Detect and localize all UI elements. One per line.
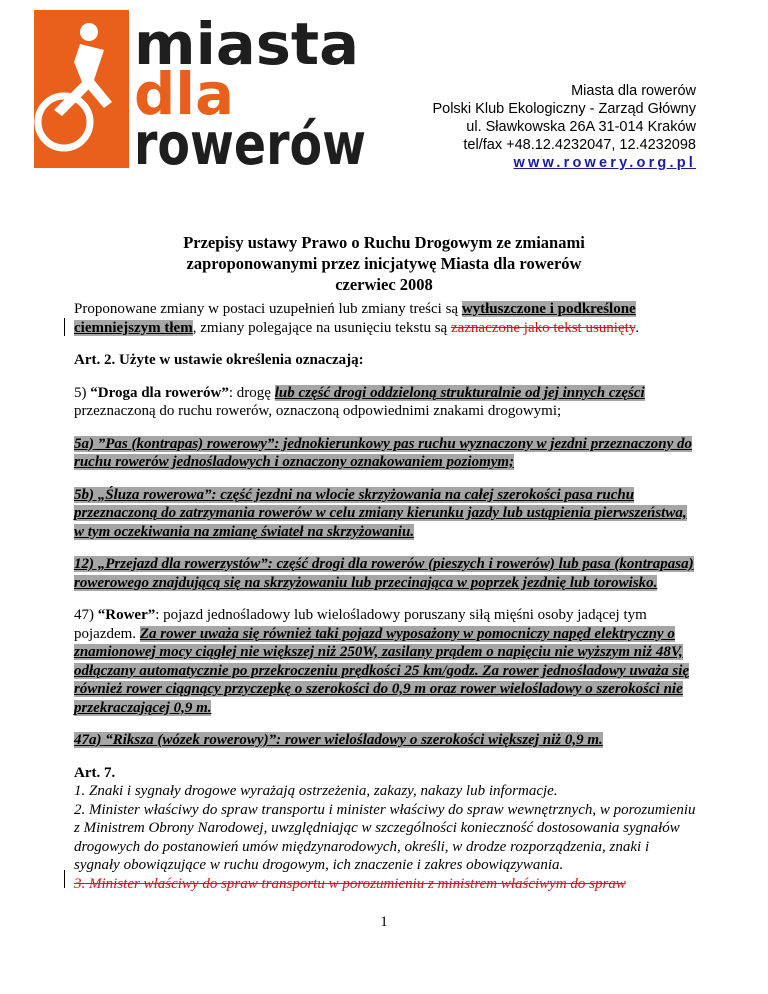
logo-line-3: rowerów <box>134 110 366 178</box>
art2-p47: 47) “Rower”: pojazd jednośladowy lub wielośladowy poruszany siłą mięśni osoby jadącej tym pojazdem. Za rower uważa się również taki pojazd wyposażony w pomocniczy napęd elektryczny o znamionowej mocy ciągłej nie większej niż 250W, zasilany prądem o napięciu nie wyższym niż 48V, odłączany automatycznie po przekroczeniu prędkości 25 km/godz. Za rower jednośladowy uważa się również rower ciągnący przyczepkę o szerokości do 0,9 m oraz rower wielośladowy o szerokości nie przekraczającej 0,9 m. <box>74 607 690 716</box>
miasta-dla-rowerow-logo <box>34 10 374 178</box>
title-date: czerwiec 2008 <box>335 275 433 294</box>
contact-club: Polski Klub Ekologiczny - Zarząd Główny <box>432 101 696 117</box>
art7-item-2: 2. Minister właściwy do spraw transportu i minister właściwy do spraw wewnętrznych, w porozumieniu z Ministrem Obrony Narodowej, uwzględniając w szczególności konieczność dostosowania sygnałów drogowych do postanowień umów międzynarodowych, określi, w drodze rozporządzenia, znaki i sygnały obowiązujące w ruchu drogowym, ich znaczenie i zakres obowiązywania. <box>74 801 696 873</box>
art2-p5a: 5a) ”Pas (kontrapas) rowerowy”: jednokierunkowy pas ruchu wyznaczony w jezdni przeznaczony do ruchu rowerów jednośladowych i oznaczony oznakowaniem poziomym; <box>74 435 692 470</box>
contact-org: Miasta dla rowerów <box>571 83 696 99</box>
change-bar <box>64 318 65 336</box>
logo-line-1: miasta <box>134 10 359 78</box>
art2-heading: Art. 2. Użyte w ustawie określenia oznaczają: <box>74 352 364 368</box>
page-number: 1 <box>380 914 388 930</box>
contact-address: ul. Sławkowska 26A 31-014 Kraków <box>466 119 696 135</box>
art7-item-1: 1. Znaki i sygnały drogowe wyrażają ostrzeżenia, zakazy, nakazy lub informacje. <box>74 783 558 799</box>
highlight-sample: wytłuszczone i podkreślone ciemniejszym tłem <box>74 301 636 336</box>
intro-paragraph: Proponowane zmiany w postaci uzupełnień lub zmiany treści są wytłuszczone i podkreślone ciemniejszym tłem, zmiany polegające na usunięciu tekstu są zaznaczone jako tekst usunięty. <box>74 301 640 336</box>
title-line-2: zaproponowanymi przez inicjatywę Miasta dla rowerów <box>186 254 582 273</box>
change-bar <box>64 870 65 888</box>
art7-item-3: 3. Minister właściwy do spraw transportu w porozumieniu z ministrem właściwym do spraw <box>74 875 626 892</box>
art2-p47a: 47a) “Riksza (wózek rowerowy)”: rower wielośladowy o szerokości większej niż 0,9 m. <box>74 732 603 748</box>
document-body <box>74 300 697 893</box>
contact-phone: tel/fax +48.12.4232047, 12.4232098 <box>463 137 696 153</box>
contact-block <box>432 82 696 172</box>
art7 <box>74 764 697 894</box>
logo-line-2: dla <box>134 60 234 128</box>
art2-p5b: 5b) „Śluza rowerowa”: część jezdni na wlocie skrzyżowania na całej szerokości pasa ruchu przeznaczoną do zatrzymania rowerów w celu zmiany kierunku jazdy lub ustąpienia pierwszeństwa, w tym oczekiwania na zmianę świateł na skrzyżowaniu. <box>74 486 687 540</box>
document-title <box>0 232 768 295</box>
website-link[interactable]: www.rowery.org.pl <box>513 155 696 171</box>
art2-p12: 12) „Przejazd dla rowerzystów”: część drogi dla rowerów (pieszych i rowerów) lub pasa (kontrapasa) rowerowego znajdującą się na skrzyżowaniu lub przecinająca w poprzek jezdnię lub torowisko. <box>74 556 694 591</box>
art2-p5: 5) “Droga dla rowerów”: drogę lub część drogi oddzieloną strukturalnie od jej innych części przeznaczoną do ruchu rowerów, oznaczoną odpowiednimi znakami drogowymi; <box>74 384 645 419</box>
deleted-sample: zaznaczone jako tekst usunięty <box>450 319 636 336</box>
title-line-1: Przepisy ustawy Prawo o Ruchu Drogowym ze zmianami <box>183 233 585 252</box>
art7-heading: Art. 7. <box>74 764 116 781</box>
